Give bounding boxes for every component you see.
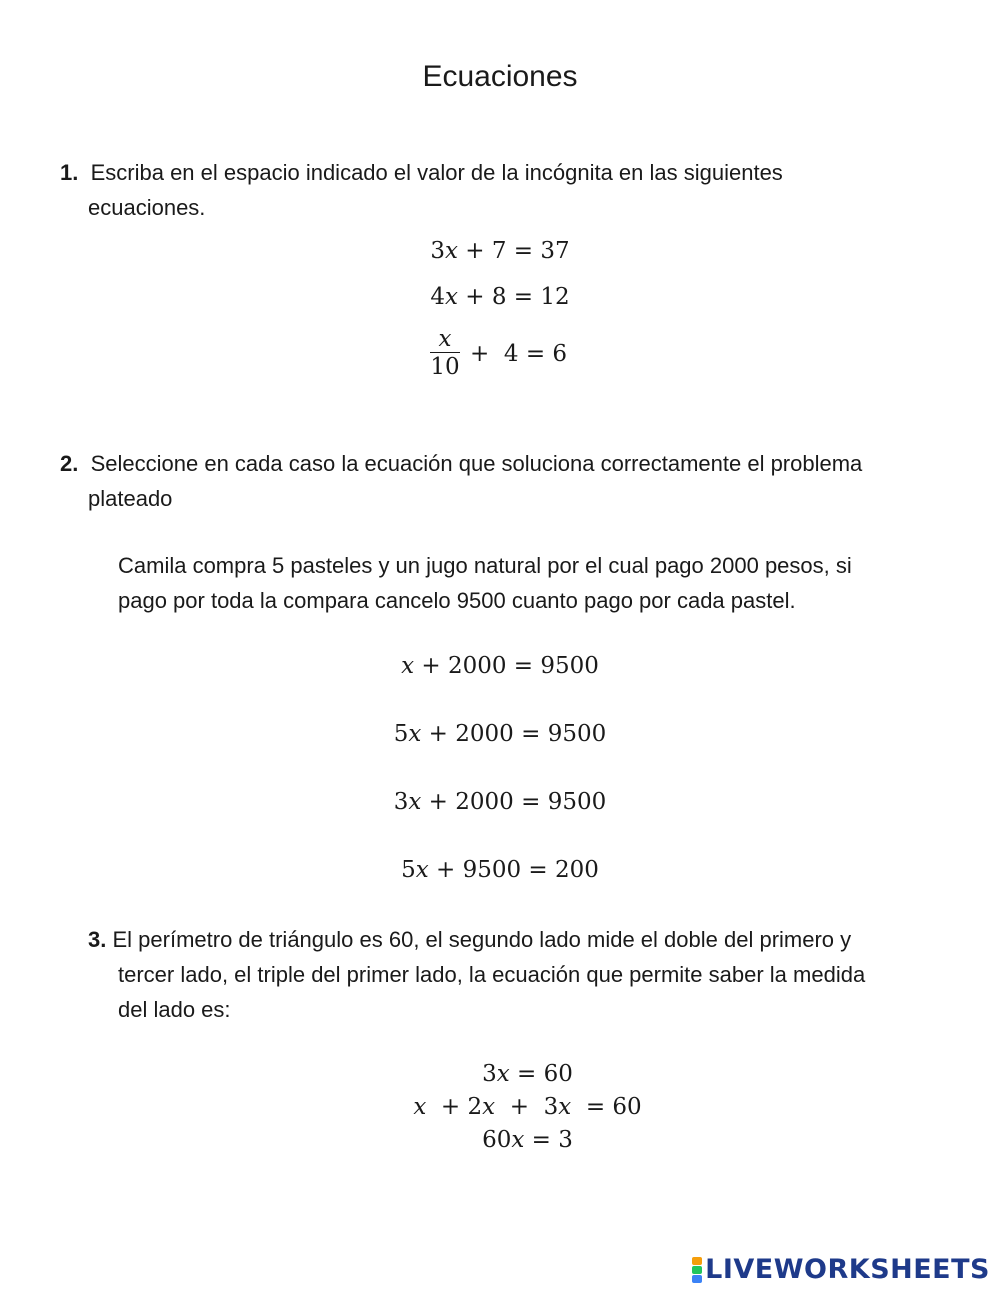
q1-equation-1: 3𝑥 + 7 = 37 <box>430 238 570 264</box>
page-title: Ecuaciones <box>422 60 578 93</box>
problem-line2: pago por toda la compara cancelo 9500 cuanto pago por cada pastel. <box>118 588 796 613</box>
q3-option-2[interactable]: 𝑥 + 2𝑥 + 3𝑥 = 60 <box>413 1094 642 1120</box>
q3-option-3[interactable]: 60𝑥 = 3 <box>482 1127 573 1153</box>
q1-equation-2: 4𝑥 + 8 = 12 <box>430 284 570 310</box>
q3-option-1[interactable]: 3𝑥 = 60 <box>482 1061 573 1087</box>
question-2-text-line2: plateado <box>88 486 173 511</box>
question-3-number: 3. <box>88 927 107 952</box>
problem-line1: Camila compra 5 pasteles y un jugo natural por el cual pago 2000 pesos, si <box>118 553 852 578</box>
q2-option-3[interactable]: 3𝑥 + 2000 = 9500 <box>393 789 607 815</box>
q2-option-1[interactable]: 𝑥 + 2000 = 9500 <box>401 653 599 679</box>
logo-square-3 <box>692 1275 702 1283</box>
question-1-number: 1. <box>60 160 79 185</box>
question-1-text-line1: Escriba en el espacio indicado el valor de la incógnita en las siguientes <box>90 160 783 185</box>
question-1-text-line2: ecuaciones. <box>88 195 206 220</box>
question-2-text-line1: Seleccione en cada caso la ecuación que soluciona correctamente el problema <box>90 451 863 476</box>
question-2 <box>60 446 960 481</box>
question-3 <box>88 922 968 957</box>
question-2-number: 2. <box>60 451 79 476</box>
question-1 <box>60 155 960 190</box>
liveworksheets-logo <box>692 1254 990 1285</box>
logo-square-2 <box>692 1266 702 1274</box>
q2-option-2[interactable]: 5𝑥 + 2000 = 9500 <box>393 721 607 747</box>
q1-equation-3-fraction <box>430 326 460 381</box>
logo-square-1 <box>692 1257 702 1265</box>
q2-option-4[interactable]: 5𝑥 + 9500 = 200 <box>401 857 599 883</box>
logo-text: LIVEWORKSHEETS <box>705 1254 990 1285</box>
q1-equation-3-rest: + 4 = 6 <box>470 340 568 367</box>
question-3-text-line2: tercer lado, el triple del primer lado, la ecuación que permite saber la medida <box>118 962 866 987</box>
fraction-numerator: 𝑥 <box>438 326 452 352</box>
q1-equation-3 <box>430 326 567 381</box>
question-3-text-line3: del lado es: <box>118 997 231 1022</box>
logo-mark-icon <box>692 1257 702 1283</box>
question-3-text-line1: El perímetro de triángulo es 60, el segundo lado mide el doble del primero y <box>112 927 852 952</box>
fraction-denominator: 10 <box>430 354 460 380</box>
